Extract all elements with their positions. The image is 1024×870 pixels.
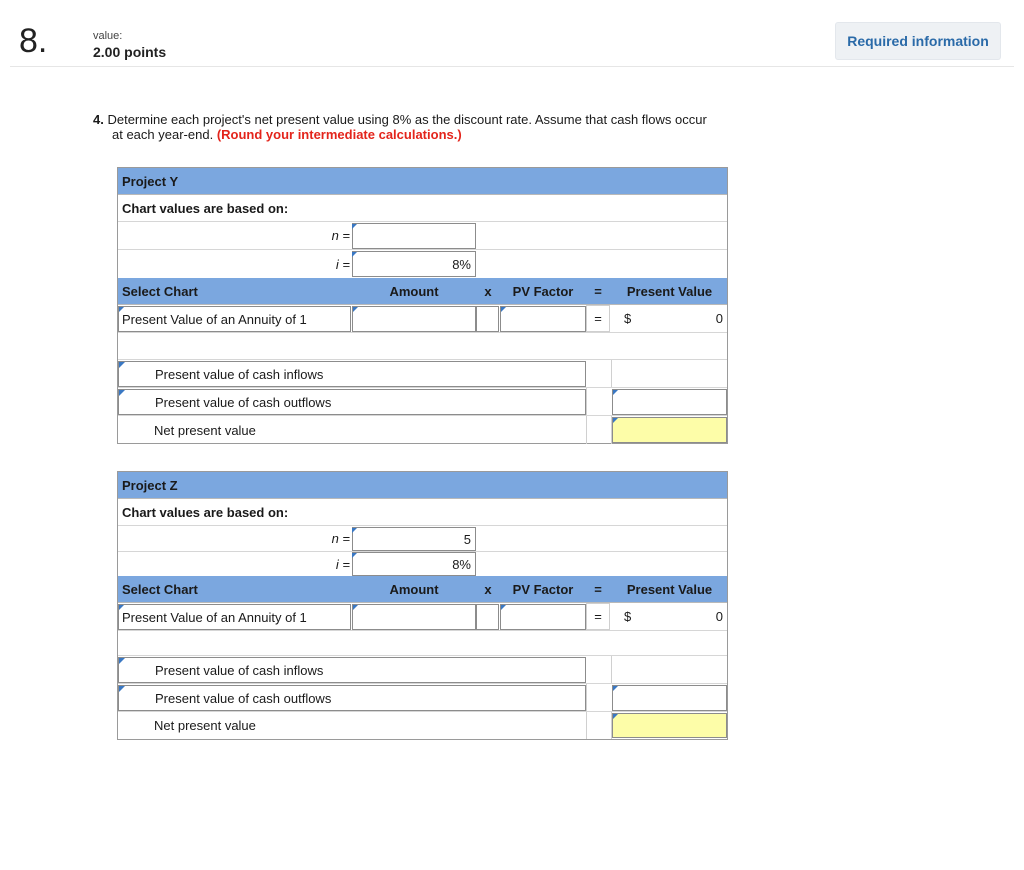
- input-marker-icon: [613, 686, 618, 691]
- amount-input[interactable]: [352, 604, 476, 630]
- column-divider: [586, 416, 587, 444]
- chart-header-row: [118, 576, 727, 603]
- project-y-table: [117, 167, 728, 444]
- n-row: [118, 526, 727, 552]
- present-value-result: 0: [715, 311, 723, 326]
- input-marker-icon: [501, 307, 506, 312]
- i-label: i =: [335, 556, 350, 572]
- input-marker-icon: [501, 605, 506, 610]
- header-divider: [10, 66, 1014, 67]
- question-value: [93, 30, 166, 60]
- question-text: [93, 112, 793, 142]
- i-label: i =: [335, 256, 350, 272]
- pv-inflows-label[interactable]: Present value of cash inflows: [118, 657, 586, 683]
- chart-based-row: [118, 195, 727, 222]
- input-marker-icon: [353, 605, 358, 610]
- project-title: Project Z: [122, 477, 178, 493]
- input-marker-icon: [119, 658, 125, 664]
- pv-outflows-input[interactable]: [612, 685, 727, 711]
- chart-based-label: Chart values are based on:: [122, 504, 289, 520]
- column-divider: [586, 388, 587, 415]
- input-marker-icon: [352, 252, 357, 257]
- input-marker-icon: [119, 307, 124, 312]
- amount-input[interactable]: [352, 306, 476, 332]
- pv-inflows-row: [118, 656, 727, 684]
- input-marker-icon: [613, 390, 618, 395]
- column-divider: [586, 712, 587, 739]
- column-divider: [586, 684, 587, 711]
- pv-factor-header: PV Factor: [512, 283, 574, 299]
- n-input[interactable]: 5: [352, 527, 476, 551]
- npv-input[interactable]: [612, 713, 727, 738]
- question-number: 8.: [19, 22, 48, 60]
- chart-based-row: [118, 499, 727, 526]
- chart-calc-row: [118, 603, 727, 631]
- project-y-header: [118, 168, 727, 195]
- input-marker-icon: [352, 528, 357, 533]
- equals-header: =: [594, 581, 602, 597]
- times-header: x: [484, 283, 492, 299]
- amount-header: Amount: [389, 581, 439, 597]
- pv-outflows-row: [118, 388, 727, 416]
- project-title: Project Y: [122, 173, 179, 189]
- npv-label: Net present value: [154, 422, 256, 438]
- input-marker-icon: [119, 390, 125, 396]
- pv-outflows-row: [118, 684, 727, 712]
- present-value-header: Present Value: [626, 581, 713, 597]
- input-marker-icon: [352, 224, 357, 229]
- chart-header-row: [118, 278, 727, 305]
- spacer-row: [118, 333, 727, 360]
- input-marker-icon: [613, 418, 618, 423]
- spacer-row: [118, 631, 727, 656]
- pv-outflows-label[interactable]: Present value of cash outflows: [118, 389, 586, 415]
- project-z-table: [117, 471, 728, 740]
- i-input[interactable]: 8%: [352, 251, 476, 277]
- value-label: value:: [93, 30, 123, 42]
- pv-factor-input[interactable]: [500, 604, 586, 630]
- input-marker-icon: [352, 553, 357, 558]
- required-information-button[interactable]: Required information: [835, 22, 1001, 60]
- input-marker-icon: [353, 307, 358, 312]
- npv-row: [118, 712, 727, 739]
- pv-inflows-row: [118, 360, 727, 388]
- dollar-sign: $: [624, 311, 632, 326]
- dollar-sign: $: [624, 609, 632, 624]
- equals-sign: =: [586, 305, 610, 332]
- pv-outflows-label[interactable]: Present value of cash outflows: [118, 685, 586, 711]
- times-cell: [476, 604, 499, 630]
- npv-row: [118, 416, 727, 444]
- input-marker-icon: [119, 362, 125, 368]
- input-marker-icon: [119, 605, 124, 610]
- pv-inflows-label[interactable]: Present value of cash inflows: [118, 361, 586, 387]
- i-row: [118, 250, 727, 278]
- part-number: 4.: [93, 112, 104, 127]
- pv-factor-input[interactable]: [500, 306, 586, 332]
- select-chart-header: Select Chart: [122, 581, 198, 597]
- n-label: n =: [331, 228, 350, 243]
- equals-header: =: [594, 283, 602, 299]
- select-chart-header: Select Chart: [122, 283, 198, 299]
- select-chart-dropdown[interactable]: Present Value of an Annuity of 1: [118, 306, 351, 332]
- pv-outflows-input[interactable]: [612, 389, 727, 415]
- n-row: [118, 222, 727, 250]
- n-input[interactable]: [352, 223, 476, 249]
- present-value-result: 0: [715, 609, 723, 624]
- column-divider: [611, 656, 612, 683]
- question-line2: at each year-end.: [112, 127, 214, 142]
- present-value-header: Present Value: [626, 283, 713, 299]
- input-marker-icon: [613, 714, 618, 719]
- i-input[interactable]: 8%: [352, 552, 476, 576]
- pv-factor-header: PV Factor: [512, 581, 574, 597]
- amount-header: Amount: [389, 283, 439, 299]
- chart-calc-row: [118, 305, 727, 333]
- project-z-header: [118, 472, 727, 499]
- instruction-text: (Round your intermediate calculations.): [216, 127, 462, 142]
- select-chart-dropdown[interactable]: Present Value of an Annuity of 1: [118, 604, 351, 630]
- equals-sign: =: [586, 603, 610, 630]
- times-cell: [476, 306, 499, 332]
- i-row: [118, 552, 727, 576]
- input-marker-icon: [119, 686, 125, 692]
- npv-input[interactable]: [612, 417, 727, 443]
- points-value: 2.00 points: [93, 44, 167, 60]
- times-header: x: [484, 581, 492, 597]
- column-divider: [611, 360, 612, 387]
- chart-based-label: Chart values are based on:: [122, 200, 289, 216]
- n-label: n =: [331, 531, 350, 546]
- npv-label: Net present value: [154, 718, 256, 733]
- question-line1: Determine each project's net present value using 8% as the discount rate. Assume that cash flows occur: [107, 112, 707, 127]
